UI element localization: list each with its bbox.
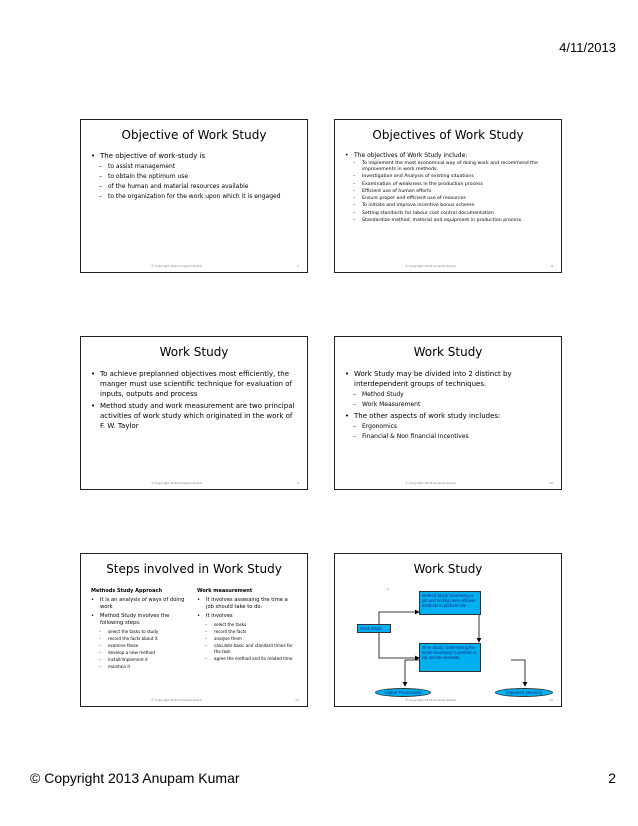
page-copyright: © Copyright 2013 Anupam Kumar: [30, 770, 240, 786]
slide-number: 11: [295, 698, 299, 702]
slide-subitem: – examine these: [91, 643, 187, 649]
slide-subitem: – select the tasks to study: [91, 629, 187, 635]
slide-title: Objective of Work Study: [121, 128, 267, 142]
slide-subitem: – Work Measurement: [345, 401, 553, 409]
slide-subitem: – record the facts about it: [91, 636, 187, 642]
slide-title: Work Study: [413, 345, 483, 359]
slide-objective-of-work-study: [80, 119, 308, 273]
slide-subitem: – Financial & Non financial Incentives: [345, 433, 553, 441]
slide-subitem: – Examination of weakness in the production process: [345, 182, 553, 188]
connector-line: [379, 629, 419, 658]
method-study-box: Method Study: Examining a job and finding more efficient methods to perform him: [419, 591, 481, 615]
slide-subitem: – To initiate and improve incentive bonus scheme: [345, 203, 553, 209]
slide-subitem: – To implement the most economical way of doing work and recommend the improvements in work methods.: [345, 161, 553, 173]
method-study-column: [91, 588, 187, 671]
time-study-box: Time Study: Determining the times necessary to perform a job and its elements.: [419, 643, 481, 672]
slide-bullet: • Method study and work measurement are two principal activities of work study which originated in the work of F. W. Taylor: [91, 401, 299, 431]
page-date: 4/11/2013: [559, 40, 616, 55]
slide-title: Work Study: [159, 345, 229, 359]
slide-copyright: © Copyright 2013 Anupam Kumar: [405, 264, 457, 268]
column-heading: Work measurement: [197, 588, 253, 594]
slide-subitem: – analyse them: [197, 636, 293, 642]
slide-bullet: • Work Study may be divided into 2 distinct by interdependent groups of techniques.: [345, 369, 553, 389]
slide-number: 12: [549, 698, 553, 702]
slide-subitem: – Ergonomics: [345, 423, 553, 431]
slide-objectives-of-work-study: [334, 119, 562, 273]
slide-bullet: • The other aspects of work study includes:: [345, 411, 553, 421]
slide-subitem: – install/implement it: [91, 657, 187, 663]
connector-line: [511, 660, 525, 686]
slide-copyright: © Copyright 2013 Anupam Kumar: [151, 264, 203, 268]
slide-subitem: – record the facts: [197, 629, 293, 635]
slide-subitem: – to obtain the optimum use: [91, 173, 299, 181]
slide-copyright: © Copyright 2013 Anupam Kumar: [151, 698, 203, 702]
slide-steps-in-work-study: [80, 553, 308, 707]
slide-subitem: – select the tasks: [197, 622, 293, 628]
connector-line: [405, 660, 419, 686]
slide-number: 8: [551, 264, 553, 268]
small-mark: *: [387, 587, 389, 592]
slide-bullet: • The objective of work-study is: [91, 152, 299, 161]
slide-subitem: – of the human and material resources available: [91, 183, 299, 191]
slide-copyright: © Copyright 2013 Anupam Kumar: [151, 481, 203, 485]
work-measurement-column: [197, 588, 293, 663]
slide-number: 7: [297, 264, 299, 268]
slide-subitem: – agree the method and its related time: [197, 656, 293, 662]
slide-bullet: • Method Study involves the following steps.: [91, 613, 187, 627]
slide-number: 10: [549, 481, 553, 485]
slide-number: 9: [297, 481, 299, 485]
page-number: 2: [608, 770, 616, 786]
slide-subitem: – maintain it: [91, 664, 187, 670]
slide-subitem: – Efficient use of human efforts: [345, 189, 553, 195]
slide-work-study-groups: [334, 336, 562, 490]
column-heading: Methods Study Approach: [91, 588, 163, 594]
slide-bullet: • It is an analysis of ways of doing work: [91, 597, 187, 611]
slide-subitem: – develop a new method: [91, 650, 187, 656]
slide-subitem: – Method Study: [345, 391, 553, 399]
slide-subitem: – Standardize method, material and equipment in production process.: [345, 218, 553, 224]
slide-bullet: • To achieve preplanned objectives most efficiently, the manger must use scientific technique for evaluation of inputs, outputs and process: [91, 369, 299, 399]
work-study-box: Work Study: [357, 624, 391, 633]
slide-work-study-intro: [80, 336, 308, 490]
higher-productivity-oval: Higher Productivity: [375, 688, 431, 697]
slide-subitem: – Ensure proper and efficient use of resources: [345, 196, 553, 202]
slide-bullet: • The objectives of Work Study include:: [345, 152, 553, 160]
slide-title: Work Study: [413, 562, 483, 576]
slide-subitem: – to the organization for the work upon which it is engaged: [91, 193, 299, 201]
slide-work-study-diagram: [334, 553, 562, 707]
slide-subitem: – Setting standards for labour cost control documentation: [345, 211, 553, 217]
slide-bullet: • It involves assessing the time a job should take to do.: [197, 597, 293, 611]
slide-subitem: – calculate basic and standard times for the task: [197, 643, 293, 655]
improved-planning-oval: Improved planning: [495, 688, 553, 697]
slide-title: Objectives of Work Study: [372, 128, 524, 142]
slide-subitem: – Investigation and Analysis of existing situations: [345, 174, 553, 180]
slide-title: Steps involved in Work Study: [106, 562, 282, 576]
slide-subitem: – to assist management: [91, 163, 299, 171]
slide-copyright: © Copyright 2013 Anupam Kumar: [405, 698, 457, 702]
slide-bullet: • It involves: [197, 613, 293, 620]
slide-copyright: © Copyright 2013 Anupam Kumar: [405, 481, 457, 485]
